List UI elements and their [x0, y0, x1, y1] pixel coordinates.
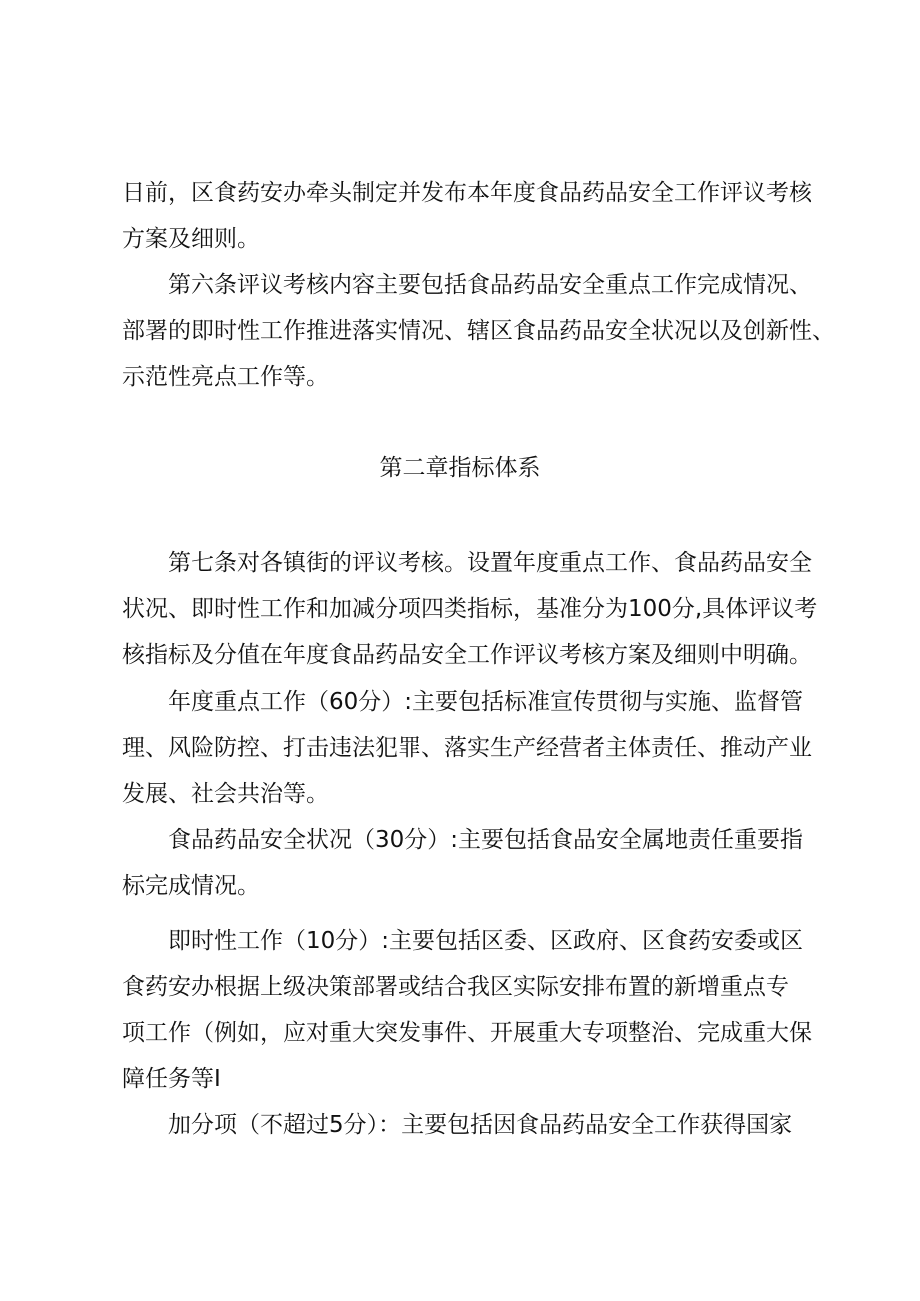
paragraph-line: 标完成情况。 [122, 873, 260, 899]
paragraph-line: 理、风险防控、打击违法犯罪、落实生产经营者主体责任、推动产业 [122, 735, 812, 761]
paragraph-line: 项工作（例如，应对重大突发事件、开展重大专项整治、完成重大保 [122, 1020, 812, 1046]
paragraph-line: 核指标及分值在年度食品药品安全工作评议考核方案及细则中明确。 [122, 642, 812, 668]
paragraph-line: 示范性亮点工作等。 [122, 364, 329, 390]
paragraph-line: 日前，区食药安办牵头制定并发布本年度食品药品安全工作评议考核 [122, 180, 812, 206]
paragraph-line: 即时性工作（10分）:主要包括区委、区政府、区食药安委或区 [168, 928, 804, 954]
paragraph-line: 食品药品安全状况（30分）:主要包括食品安全属地责任重要指 [168, 827, 804, 853]
paragraph-line: 部署的即时性工作推进落实情况、辖区食品药品安全状况以及创新性、 [122, 318, 835, 344]
paragraph-line: 年度重点工作（60分）:主要包括标准宣传贯彻与实施、监督管 [168, 689, 804, 715]
paragraph-line: 状况、即时性工作和加减分项四类指标，基准分为100分,具体评议考 [122, 596, 818, 622]
paragraph-line: 第六条评议考核内容主要包括食品药品安全重点工作完成情况、 [168, 272, 812, 298]
paragraph-line: 加分项（不超过5分）：主要包括因食品药品安全工作获得国家 [168, 1112, 793, 1138]
paragraph-line: 障任务等I [122, 1066, 221, 1092]
paragraph-line: 发展、社会共治等。 [122, 781, 329, 807]
paragraph-line: 食药安办根据上级决策部署或结合我区实际安排布置的新增重点专 [122, 974, 789, 1000]
paragraph-line: 第七条对各镇街的评议考核。设置年度重点工作、食品药品安全 [168, 550, 812, 576]
paragraph-line: 方案及细则。 [122, 226, 260, 252]
chapter-heading: 第二章指标体系 [379, 455, 541, 481]
